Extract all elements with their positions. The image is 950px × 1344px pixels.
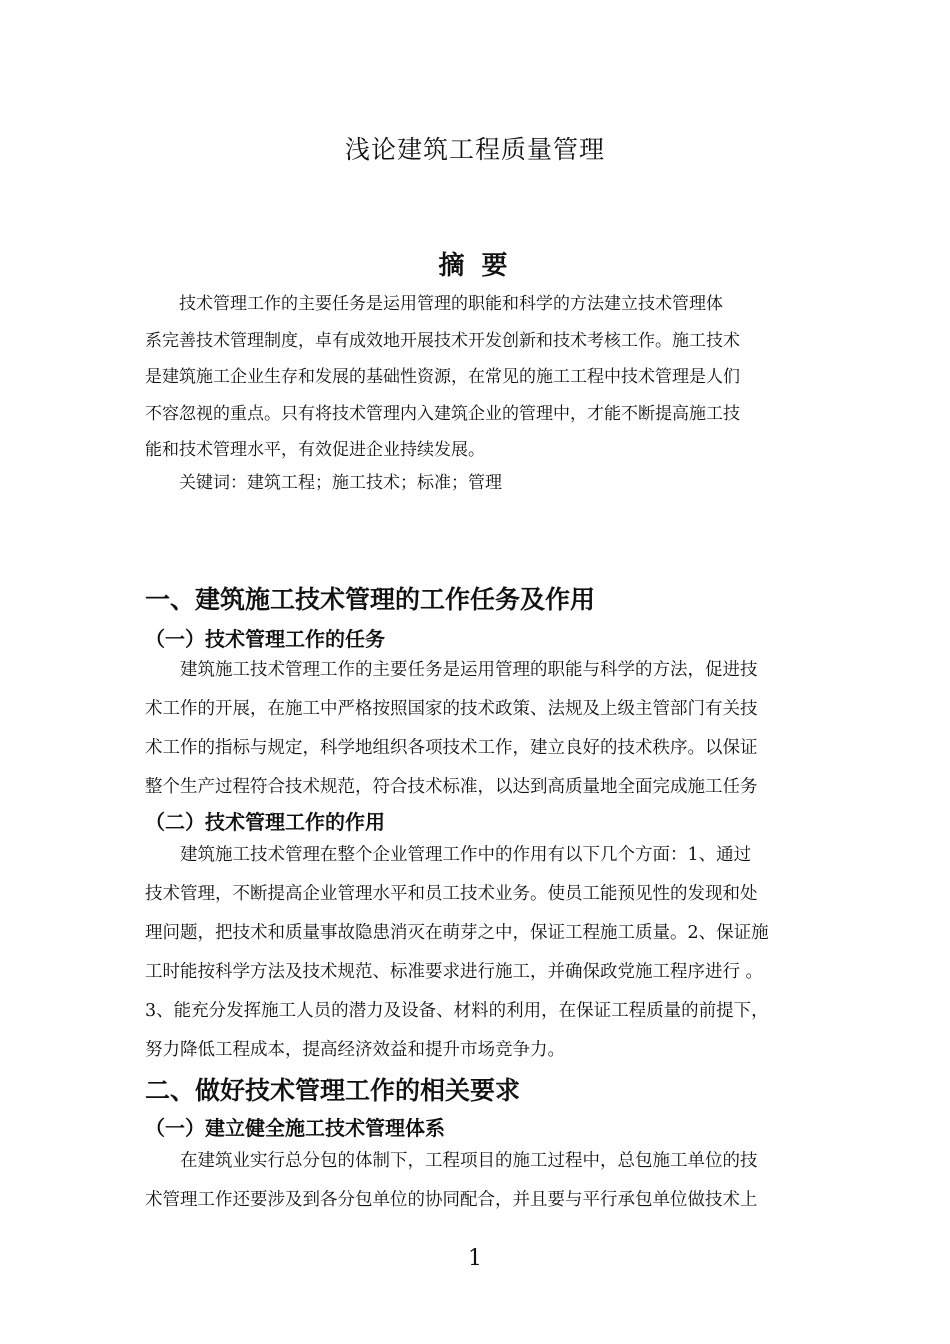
paragraph-line: 术工作的开展，在施工中严格按照国家的技术政策、法规及上级主管部门有关技 [145, 699, 758, 719]
paragraph-line: 3、能充分发挥施工人员的潜力及设备、材料的利用，在保证工程质量的前提下， [145, 1001, 769, 1021]
paragraph-line: 整个生产过程符合技术规范，符合技术标准，以达到高质量地全面完成施工任务 [145, 777, 758, 797]
section-1-1-paragraph [145, 651, 810, 807]
paragraph-line: 建筑施工技术管理在整个企业管理工作中的作用有以下几个方面：1、通过 [145, 845, 752, 865]
section-1-1-heading: （一）技术管理工作的任务 [145, 627, 385, 651]
paragraph-line: 技术管理，不断提高企业管理水平和员工技术业务。使员工能预见性的发现和处 [145, 884, 758, 904]
paragraph-line: 工时能按科学方法及技术规范、标准要求进行施工，并确保政党施工程序进行 。 [145, 962, 764, 982]
abstract-line: 技术管理工作的主要任务是运用管理的职能和科学的方法建立技术管理体 [145, 294, 723, 314]
paragraph-line: 努力降低工程成本，提高经济效益和提升市场竞争力。 [145, 1040, 565, 1060]
paragraph-line: 术管理工作还要涉及到各分包单位的协同配合，并且要与平行承包单位做技术上 [145, 1190, 758, 1210]
abstract-heading: 摘 要 [438, 251, 512, 281]
page-number: 1 [468, 1246, 482, 1271]
abstract-line: 是建筑施工企业生存和发展的基础性资源，在常见的施工工程中技术管理是人们 [145, 367, 740, 387]
keywords-line: 关键词：建筑工程；施工技术；标准；管理 [179, 473, 502, 493]
section-1-2-heading: （二）技术管理工作的作用 [145, 810, 385, 834]
document-title: 浅论建筑工程质量管理 [344, 135, 605, 164]
paragraph-line: 在建筑业实行总分包的体制下，工程项目的施工过程中，总包施工单位的技 [145, 1151, 758, 1171]
section-1-2-paragraph [145, 836, 810, 1070]
section-1-heading: 一、建筑施工技术管理的工作任务及作用 [145, 585, 596, 614]
paragraph-line: 术工作的指标与规定，科学地组织各项技术工作，建立良好的技术秩序。以保证 [145, 738, 758, 758]
paragraph-line: 建筑施工技术管理工作的主要任务是运用管理的职能与科学的方法，促进技 [145, 660, 758, 680]
abstract-line: 能和技术管理水平，有效促进企业持续发展。 [145, 440, 485, 460]
abstract-paragraph [145, 286, 810, 469]
abstract-line: 系完善技术管理制度，卓有成效地开展技术开发创新和技术考核工作。施工技术 [145, 330, 740, 351]
section-2-1-paragraph [145, 1142, 810, 1220]
section-2-heading: 二、做好技术管理工作的相关要求 [145, 1076, 521, 1105]
abstract-line: 不容忽视的重点。只有将技术管理内入建筑企业的管理中，才能不断提高施工技 [145, 403, 740, 424]
section-2-1-heading: （一）建立健全施工技术管理体系 [145, 1116, 445, 1140]
paragraph-line: 理问题，把技术和质量事故隐患消灭在萌芽之中，保证工程施工质量。2、保证施 [145, 923, 769, 943]
